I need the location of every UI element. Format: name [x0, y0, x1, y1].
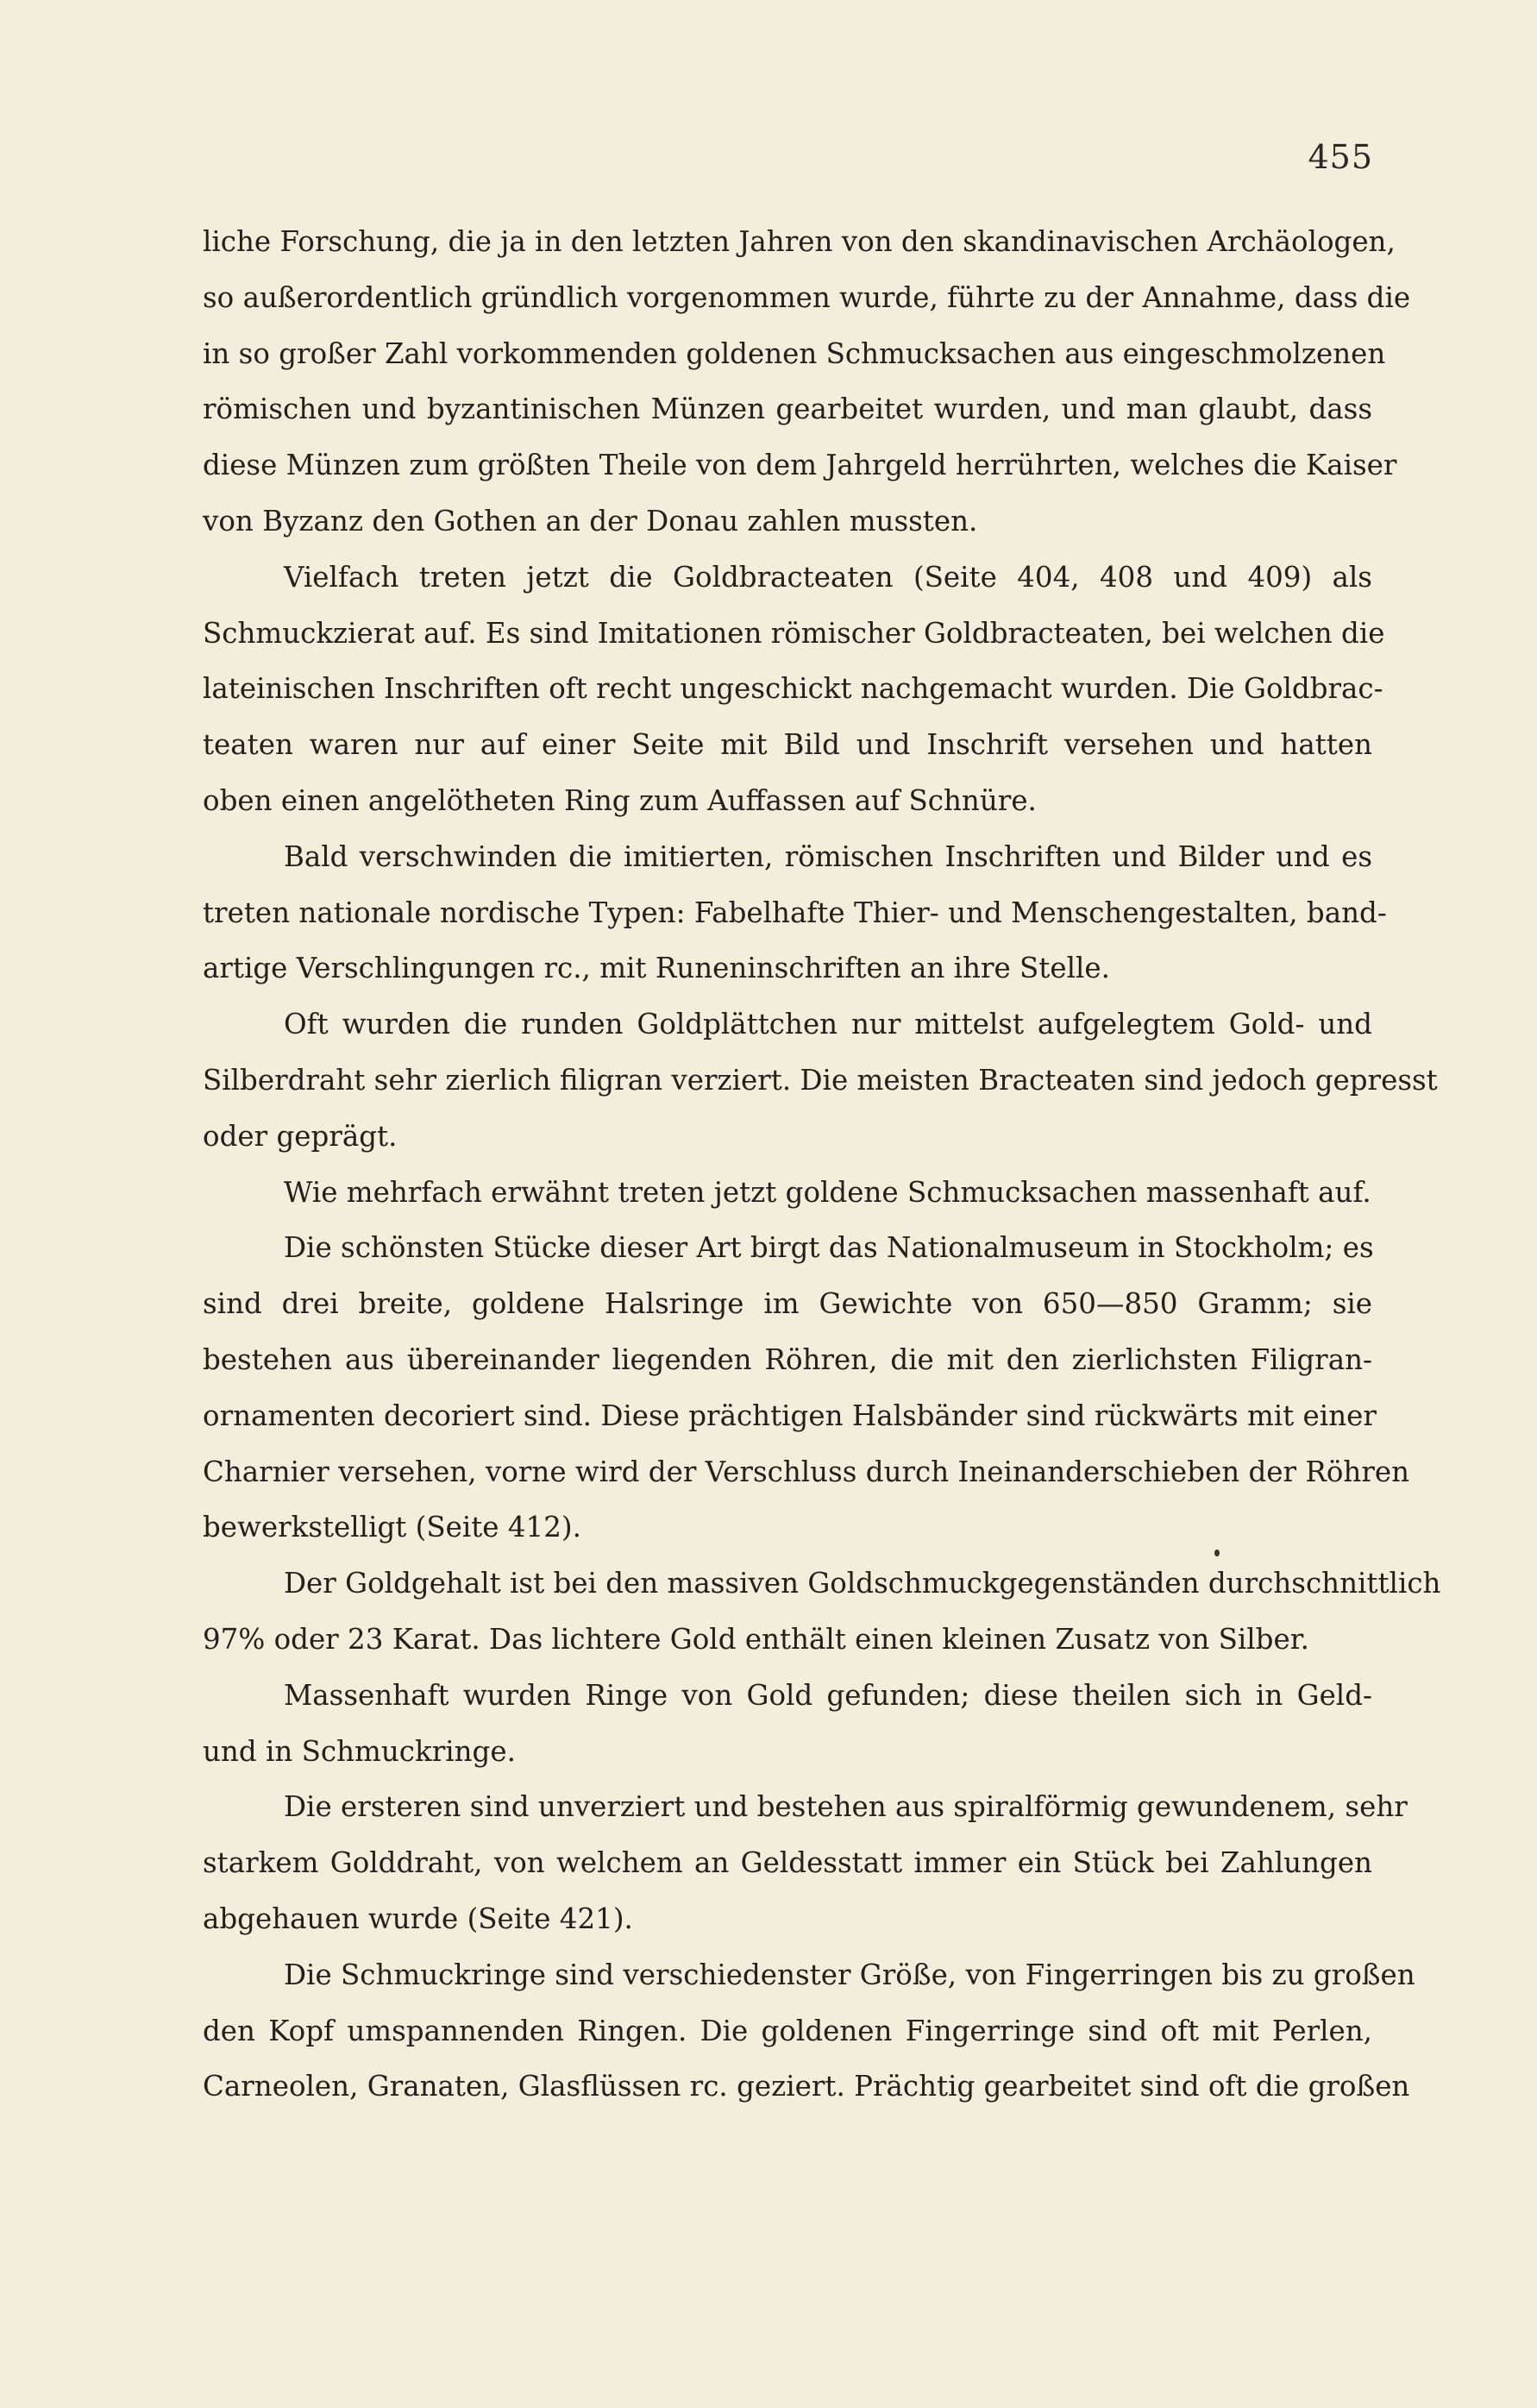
text-line: treten nationale nordische Typen: Fabelhafte Thier- und Menschengestalten, band-	[203, 896, 1387, 929]
text-line: abgehauen wurde (Seite 421).	[203, 1902, 633, 1935]
text-line: Wie mehrfach erwähnt treten jetzt goldene Schmucksachen massenhaft auf.	[284, 1175, 1371, 1209]
text-line: in so großer Zahl vorkommenden goldenen Schmucksachen aus eingeschmolzenen	[203, 336, 1386, 370]
text-line: bestehen aus übereinander liegenden Röhren, die mit den zierlichsten Filigran-	[203, 1342, 1372, 1376]
text-line: bewerkstelligt (Seite 412).	[203, 1511, 581, 1544]
text-line: starkem Golddraht, von welchem an Geldesstatt immer ein Stück bei Zahlungen	[203, 1846, 1372, 1880]
text-line: Die Schmuckringe sind verschiedenster Größe, von Fingerringen bis zu großen	[284, 1958, 1415, 1991]
text-line: sind drei breite, goldene Halsringe im Gewichte von 650—850 Gramm; sie	[203, 1287, 1372, 1321]
text-line: von Byzanz den Gothen an der Donau zahlen mussten.	[203, 504, 978, 538]
text-line: Oft wurden die runden Goldplättchen nur mittelst aufgelegtem Gold- und	[284, 1008, 1372, 1041]
text-line: artige Verschlingungen rc., mit Runeninschriften an ihre Stelle.	[203, 952, 1110, 985]
text-line: so außerordentlich gründlich vorgenommen wurde, führte zu der Annahme, dass die	[203, 280, 1411, 314]
text-line: teaten waren nur auf einer Seite mit Bild und Inschrift versehen und hatten	[203, 728, 1372, 762]
text-line: Schmuckzierat auf. Es sind Imitationen römischer Goldbracteaten, bei welchen die	[203, 616, 1385, 650]
text-line: Bald verschwinden die imitierten, römischen Inschriften und Bilder und es	[284, 839, 1372, 873]
text-line: Charnier versehen, vorne wird der Verschluss durch Ineinanderschieben der Röhren	[203, 1455, 1410, 1488]
print-speck	[1214, 1550, 1220, 1556]
text-line: und in Schmuckringe.	[203, 1734, 516, 1768]
body-text	[203, 214, 1441, 2115]
text-line: diese Münzen zum größten Theile von dem Jahrgeld herrührten, welches die Kaiser	[203, 449, 1397, 482]
text-line: Carneolen, Granaten, Glasflüssen rc. geziert. Prächtig gearbeitet sind oft die großen	[203, 2070, 1410, 2103]
text-line: oder geprägt.	[203, 1119, 398, 1153]
text-line: ornamenten decoriert sind. Diese prächtigen Halsbänder sind rückwärts mit einer	[203, 1399, 1377, 1432]
text-line: oben einen angelötheten Ring zum Auffassen auf Schnüre.	[203, 783, 1037, 817]
text-line: Die schönsten Stücke dieser Art birgt das Nationalmuseum in Stockholm; es	[284, 1231, 1374, 1265]
text-line: lateinischen Inschriften oft recht ungeschickt nachgemacht wurden. Die Goldbrac-	[203, 672, 1383, 706]
text-line: Die ersteren sind unverziert und bestehen aus spiralförmig gewundenem, sehr	[284, 1790, 1408, 1824]
text-line: 97% oder 23 Karat. Das lichtere Gold enthält einen kleinen Zusatz von Silber.	[203, 1622, 1310, 1656]
text-line: liche Forschung, die ja in den letzten Jahren von den skandinavischen Archäologen,	[203, 225, 1396, 258]
page-number: 455	[1308, 138, 1373, 176]
text-line: Vielfach treten jetzt die Goldbracteaten (Seite 404, 408 und 409) als	[284, 560, 1372, 594]
text-line: Der Goldgehalt ist bei den massiven Goldschmuckgegenständen durchschnittlich	[284, 1567, 1441, 1600]
text-line: den Kopf umspannenden Ringen. Die goldenen Fingerringe sind oft mit Perlen,	[203, 2014, 1372, 2047]
text-line: römischen und byzantinischen Münzen gearbeitet wurden, und man glaubt, dass	[203, 393, 1372, 426]
text-line: Silberdraht sehr zierlich filigran verziert. Die meisten Bracteaten sind jedoch gepresst	[203, 1063, 1438, 1097]
text-line: Massenhaft wurden Ringe von Gold gefunden; diese theilen sich in Geld-	[284, 1678, 1372, 1712]
